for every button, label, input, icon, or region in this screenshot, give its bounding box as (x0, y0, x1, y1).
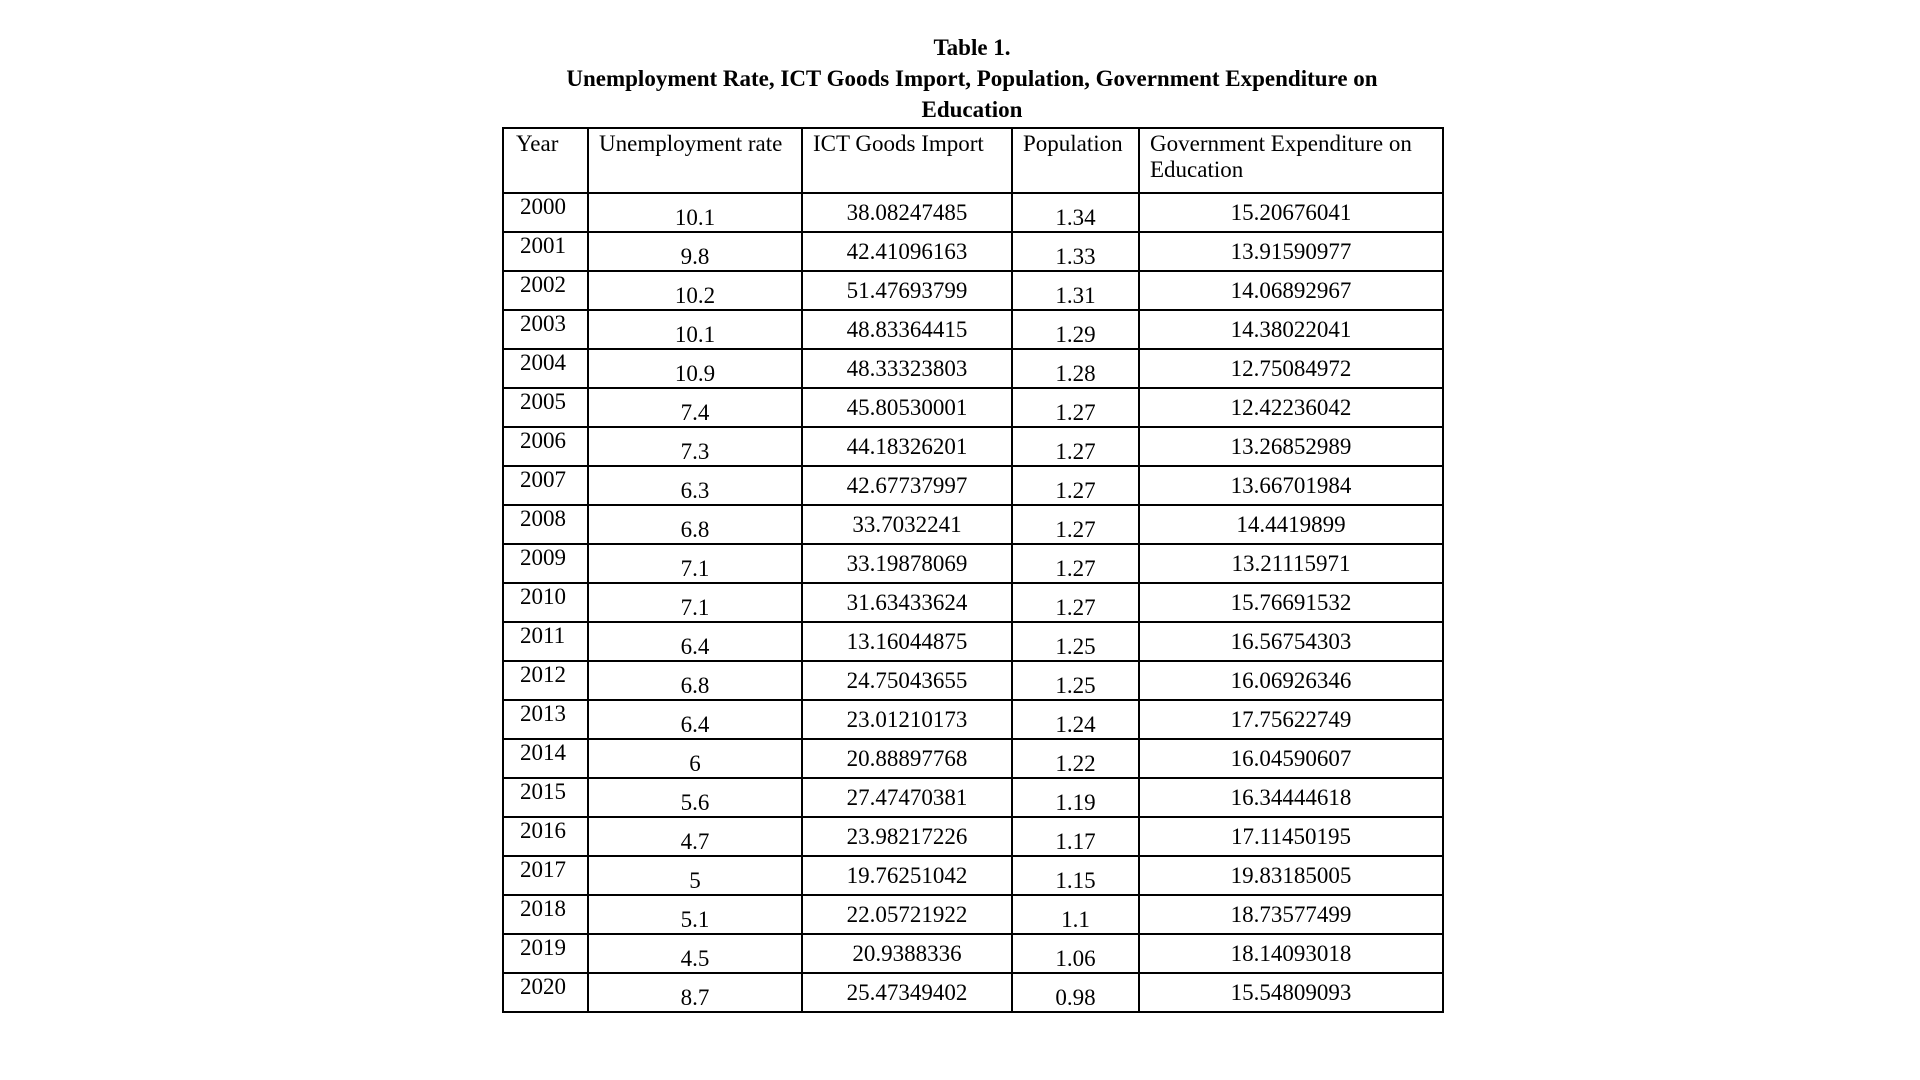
cell-ict-goods-import: 33.19878069 (802, 544, 1012, 583)
cell-ict-goods-import: 38.08247485 (802, 193, 1012, 232)
table-row (503, 583, 1443, 622)
cell-government-expenditure: 15.20676041 (1139, 193, 1443, 232)
cell-year: 2015 (503, 778, 588, 817)
cell-ict-goods-import: 25.47349402 (802, 973, 1012, 1012)
cell-ict-goods-import: 51.47693799 (802, 271, 1012, 310)
cell-ict-goods-import: 33.7032241 (802, 505, 1012, 544)
cell-year: 2006 (503, 427, 588, 466)
data-table (502, 127, 1444, 1013)
cell-government-expenditure: 18.73577499 (1139, 895, 1443, 934)
table-row (503, 310, 1443, 349)
cell-population: 1.15 (1012, 856, 1139, 895)
cell-government-expenditure: 14.06892967 (1139, 271, 1443, 310)
cell-government-expenditure: 13.66701984 (1139, 466, 1443, 505)
cell-ict-goods-import: 48.33323803 (802, 349, 1012, 388)
cell-year: 2010 (503, 583, 588, 622)
cell-unemployment-rate: 10.9 (588, 349, 802, 388)
cell-unemployment-rate: 10.1 (588, 310, 802, 349)
cell-ict-goods-import: 24.75043655 (802, 661, 1012, 700)
table-title-line-2: Education (921, 97, 1023, 122)
cell-government-expenditure: 13.21115971 (1139, 544, 1443, 583)
cell-population: 1.1 (1012, 895, 1139, 934)
cell-population: 1.27 (1012, 427, 1139, 466)
cell-year: 2014 (503, 739, 588, 778)
cell-unemployment-rate: 7.1 (588, 583, 802, 622)
cell-population: 1.33 (1012, 232, 1139, 271)
cell-year: 2003 (503, 310, 588, 349)
cell-year: 2019 (503, 934, 588, 973)
cell-unemployment-rate: 6.4 (588, 622, 802, 661)
cell-ict-goods-import: 48.83364415 (802, 310, 1012, 349)
cell-unemployment-rate: 6 (588, 739, 802, 778)
table-row (503, 934, 1443, 973)
table-row (503, 271, 1443, 310)
cell-government-expenditure: 16.56754303 (1139, 622, 1443, 661)
cell-government-expenditure: 16.34444618 (1139, 778, 1443, 817)
cell-population: 0.98 (1012, 973, 1139, 1012)
cell-population: 1.29 (1012, 310, 1139, 349)
cell-government-expenditure: 13.26852989 (1139, 427, 1443, 466)
cell-government-expenditure: 15.76691532 (1139, 583, 1443, 622)
cell-population: 1.06 (1012, 934, 1139, 973)
cell-year: 2008 (503, 505, 588, 544)
cell-ict-goods-import: 42.67737997 (802, 466, 1012, 505)
cell-unemployment-rate: 4.5 (588, 934, 802, 973)
table-row (503, 349, 1443, 388)
cell-government-expenditure: 16.04590607 (1139, 739, 1443, 778)
cell-unemployment-rate: 5.6 (588, 778, 802, 817)
table-caption (502, 32, 1442, 125)
cell-government-expenditure: 12.75084972 (1139, 349, 1443, 388)
cell-year: 2007 (503, 466, 588, 505)
cell-ict-goods-import: 20.9388336 (802, 934, 1012, 973)
cell-unemployment-rate: 7.3 (588, 427, 802, 466)
table-row (503, 193, 1443, 232)
cell-unemployment-rate: 5.1 (588, 895, 802, 934)
header-row (503, 128, 1443, 193)
cell-year: 2017 (503, 856, 588, 895)
cell-unemployment-rate: 4.7 (588, 817, 802, 856)
table-title-line-1: Unemployment Rate, ICT Goods Import, Population, Government Expenditure on (566, 66, 1378, 91)
table-row (503, 895, 1443, 934)
cell-year: 2002 (503, 271, 588, 310)
cell-population: 1.25 (1012, 622, 1139, 661)
cell-population: 1.22 (1012, 739, 1139, 778)
cell-population: 1.27 (1012, 466, 1139, 505)
cell-unemployment-rate: 6.8 (588, 661, 802, 700)
cell-population: 1.34 (1012, 193, 1139, 232)
cell-government-expenditure: 14.38022041 (1139, 310, 1443, 349)
cell-government-expenditure: 19.83185005 (1139, 856, 1443, 895)
cell-government-expenditure: 16.06926346 (1139, 661, 1443, 700)
cell-population: 1.28 (1012, 349, 1139, 388)
table-row (503, 856, 1443, 895)
header-year: Year (503, 128, 588, 193)
cell-population: 1.27 (1012, 583, 1139, 622)
cell-ict-goods-import: 23.01210173 (802, 700, 1012, 739)
cell-unemployment-rate: 6.4 (588, 700, 802, 739)
cell-unemployment-rate: 9.8 (588, 232, 802, 271)
cell-government-expenditure: 12.42236042 (1139, 388, 1443, 427)
cell-year: 2012 (503, 661, 588, 700)
table-number: Table 1. (933, 35, 1011, 60)
cell-year: 2001 (503, 232, 588, 271)
cell-government-expenditure: 14.4419899 (1139, 505, 1443, 544)
cell-unemployment-rate: 6.8 (588, 505, 802, 544)
table-row (503, 700, 1443, 739)
cell-unemployment-rate: 7.4 (588, 388, 802, 427)
cell-year: 2013 (503, 700, 588, 739)
table-row (503, 778, 1443, 817)
table-row (503, 817, 1443, 856)
cell-year: 2000 (503, 193, 588, 232)
table-row (503, 973, 1443, 1012)
cell-population: 1.31 (1012, 271, 1139, 310)
table-row (503, 739, 1443, 778)
header-government-expenditure: Government Expenditure on Education (1139, 128, 1443, 193)
cell-ict-goods-import: 45.80530001 (802, 388, 1012, 427)
cell-unemployment-rate: 10.1 (588, 193, 802, 232)
cell-government-expenditure: 18.14093018 (1139, 934, 1443, 973)
cell-government-expenditure: 17.11450195 (1139, 817, 1443, 856)
table-row (503, 466, 1443, 505)
table-row (503, 505, 1443, 544)
cell-year: 2005 (503, 388, 588, 427)
cell-year: 2009 (503, 544, 588, 583)
cell-year: 2004 (503, 349, 588, 388)
cell-government-expenditure: 17.75622749 (1139, 700, 1443, 739)
cell-government-expenditure: 15.54809093 (1139, 973, 1443, 1012)
cell-unemployment-rate: 10.2 (588, 271, 802, 310)
table-row (503, 427, 1443, 466)
cell-ict-goods-import: 20.88897768 (802, 739, 1012, 778)
header-unemployment-rate: Unemployment rate (588, 128, 802, 193)
cell-ict-goods-import: 27.47470381 (802, 778, 1012, 817)
cell-ict-goods-import: 42.41096163 (802, 232, 1012, 271)
table-row (503, 388, 1443, 427)
table-row (503, 544, 1443, 583)
cell-unemployment-rate: 8.7 (588, 973, 802, 1012)
cell-population: 1.24 (1012, 700, 1139, 739)
cell-ict-goods-import: 19.76251042 (802, 856, 1012, 895)
cell-government-expenditure: 13.91590977 (1139, 232, 1443, 271)
table-row (503, 622, 1443, 661)
cell-unemployment-rate: 6.3 (588, 466, 802, 505)
cell-year: 2018 (503, 895, 588, 934)
cell-population: 1.19 (1012, 778, 1139, 817)
cell-population: 1.27 (1012, 505, 1139, 544)
cell-year: 2016 (503, 817, 588, 856)
cell-population: 1.27 (1012, 388, 1139, 427)
cell-population: 1.25 (1012, 661, 1139, 700)
cell-year: 2011 (503, 622, 588, 661)
cell-ict-goods-import: 44.18326201 (802, 427, 1012, 466)
cell-unemployment-rate: 5 (588, 856, 802, 895)
cell-ict-goods-import: 23.98217226 (802, 817, 1012, 856)
cell-population: 1.17 (1012, 817, 1139, 856)
header-population: Population (1012, 128, 1139, 193)
header-ict-goods-import: ICT Goods Import (802, 128, 1012, 193)
cell-ict-goods-import: 22.05721922 (802, 895, 1012, 934)
cell-year: 2020 (503, 973, 588, 1012)
cell-ict-goods-import: 31.63433624 (802, 583, 1012, 622)
cell-population: 1.27 (1012, 544, 1139, 583)
table-row (503, 661, 1443, 700)
cell-ict-goods-import: 13.16044875 (802, 622, 1012, 661)
table-header (503, 128, 1443, 193)
table-body (503, 193, 1443, 1012)
table-row (503, 232, 1443, 271)
cell-unemployment-rate: 7.1 (588, 544, 802, 583)
